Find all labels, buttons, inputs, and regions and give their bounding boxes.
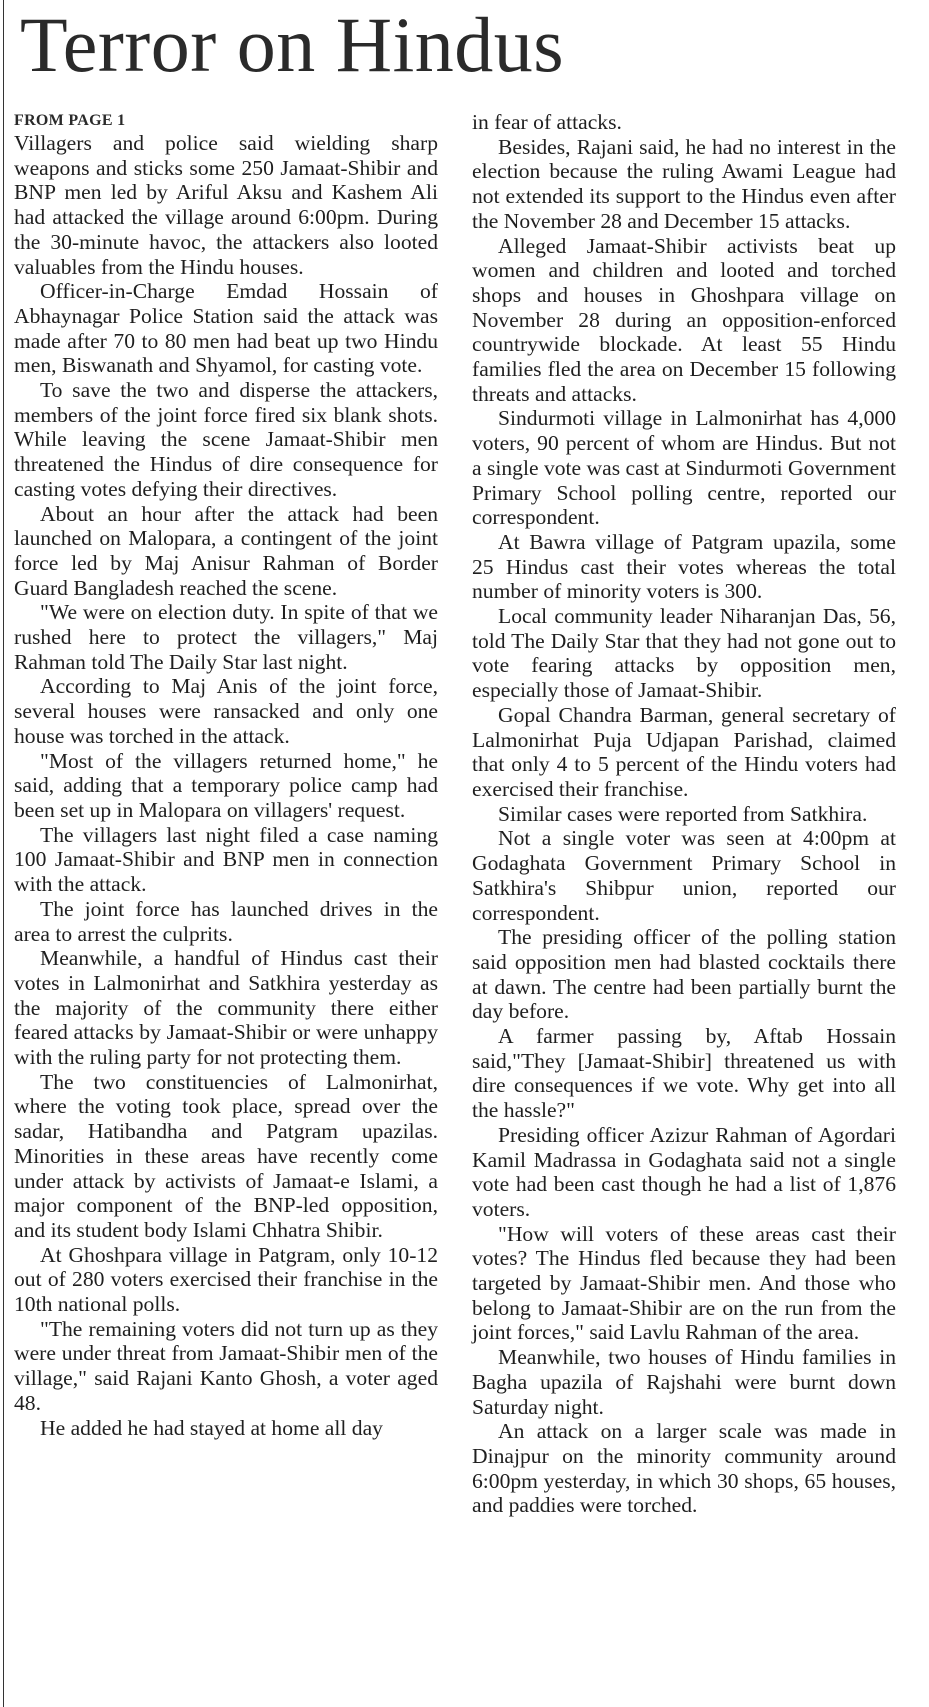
paragraph: The joint force has launched drives in the area to arrest the culprits. [14, 896, 438, 946]
paragraph: "The remaining voters did not turn up as they were under threat from Jamaat-Shibir men of the village," said Rajani Kanto Ghosh, a voter aged 48. [14, 1316, 438, 1415]
paragraph: Besides, Rajani said, he had no interest in the election because the ruling Awami League had not extended its support to the Hindus even after the November 28 and December 15 attacks. [472, 134, 896, 233]
paragraph: The two constituencies of Lalmonirhat, where the voting took place, spread over the sadar, Hatibandha and Patgram upazilas. Minorities in these areas have recently come under attack by activists of Jamaat-e Islami, a major component of the BNP-led opposition, and its student body Islami Chhatra Shibir. [14, 1069, 438, 1242]
paragraph: Sindurmoti village in Lalmonirhat has 4,000 voters, 90 percent of whom are Hindus. But not a single vote was cast at Sindurmoti Government Primary School polling centre, reported our correspondent. [472, 406, 896, 530]
article-column-right [472, 110, 896, 1518]
paragraph: A farmer passing by, Aftab Hossain said,"They [Jamaat-Shibir] threatened us with dire consequences if we vote. Why get into all the hassle?" [472, 1024, 896, 1123]
paragraph: Local community leader Niharanjan Das, 56, told The Daily Star that they had not gone out to vote fearing attacks by opposition men, especially those of Jamaat-Shibir. [472, 604, 896, 703]
page-jump-label: FROM PAGE 1 [14, 112, 126, 129]
paragraph: The presiding officer of the polling station said opposition men had blasted cocktails there at dawn. The centre had been partially burnt the day before. [472, 925, 896, 1024]
paragraph: Meanwhile, a handful of Hindus cast their votes in Lalmonirhat and Satkhira yesterday as the majority of the community there either feared attacks by Jamaat-Shibir or were unhappy with the ruling party for not protecting them. [14, 946, 438, 1070]
paragraph: "Most of the villagers returned home," he said, adding that a temporary police camp had been set up in Malopara on villagers' request. [14, 748, 438, 822]
paragraph: Meanwhile, two houses of Hindu families in Bagha upazila of Rajshahi were burnt down Saturday night. [472, 1345, 896, 1419]
paragraph: "How will voters of these areas cast their votes? The Hindus fled because they had been targeted by Jamaat-Shibir men. And those who belong to Jamaat-Shibir are on the run from the joint forces," said Lavlu Rahman of the area. [472, 1221, 896, 1345]
paragraph: Similar cases were reported from Satkhira. [498, 801, 868, 826]
paragraph: At Ghoshpara village in Patgram, only 10-12 out of 280 voters exercised their franchise in the 10th national polls. [14, 1242, 438, 1317]
paragraph: According to Maj Anis of the joint force, several houses were ransacked and only one house was torched in the attack. [14, 674, 438, 748]
paragraph: "We were on election duty. In spite of that we rushed here to protect the villagers," Maj Rahman told The Daily Star last night. [14, 600, 438, 674]
paragraph-continued: in fear of attacks. [472, 110, 622, 134]
paragraph: An attack on a larger scale was made in Dinajpur on the minority community around 6:00pm yesterday, in which 30 shops, 65 houses, and paddies were torched. [472, 1419, 896, 1518]
paragraph: Alleged Jamaat-Shibir activists beat up women and children and looted and torched shops and houses in Ghoshpara village on November 28 during an opposition-enforced countrywide blockade. At least 55 Hindu families fled the area on December 15 following threats and attacks. [472, 233, 896, 406]
paragraph: About an hour after the attack had been launched on Malopara, a contingent of the joint force led by Maj Anisur Rahman of Border Guard Bangladesh reached the scene. [14, 501, 438, 600]
headline: Terror on Hindus [20, 1, 565, 88]
paragraph: To save the two and disperse the attackers, members of the joint force fired six blank shots. While leaving the scene Jamaat-Shibir men threatened the Hindus of dire consequence for casting votes defying their directives. [14, 378, 438, 501]
paragraph: Villagers and police said wielding sharp weapons and sticks some 250 Jamaat-Shibir and BNP men led by Ariful Aksu and Kashem Ali had attacked the village around 6:00pm. During the 30-minute havoc, the attackers also looted valuables from the Hindu houses. [14, 131, 438, 279]
paragraph: The villagers last night filed a case naming 100 Jamaat-Shibir and BNP men in connection with the attack. [14, 822, 438, 897]
left-column-rule [3, 0, 4, 1707]
paragraph: He added he had stayed at home all day [40, 1415, 383, 1440]
paragraph: Presiding officer Azizur Rahman of Agordari Kamil Madrassa in Godaghata said not a single vote had been cast though he had a list of 1,876 voters. [472, 1122, 896, 1221]
paragraph: Gopal Chandra Barman, general secretary of Lalmonirhat Puja Udjapan Parishad, claimed that only 4 to 5 percent of the Hindu voters had exercised their franchise. [472, 702, 896, 801]
paragraph: At Bawra village of Patgram upazila, some 25 Hindus cast their votes whereas the total number of minority voters is 300. [472, 529, 896, 604]
article-column-left [14, 110, 438, 1440]
paragraph: Officer-in-Charge Emdad Hossain of Abhaynagar Police Station said the attack was made after 70 to 80 men had beat up two Hindu men, Biswanath and Shyamol, for casting vote. [14, 279, 438, 378]
paragraph: Not a single voter was seen at 4:00pm at Godaghata Government Primary School in Satkhira's Shibpur union, reported our correspondent. [472, 826, 896, 925]
